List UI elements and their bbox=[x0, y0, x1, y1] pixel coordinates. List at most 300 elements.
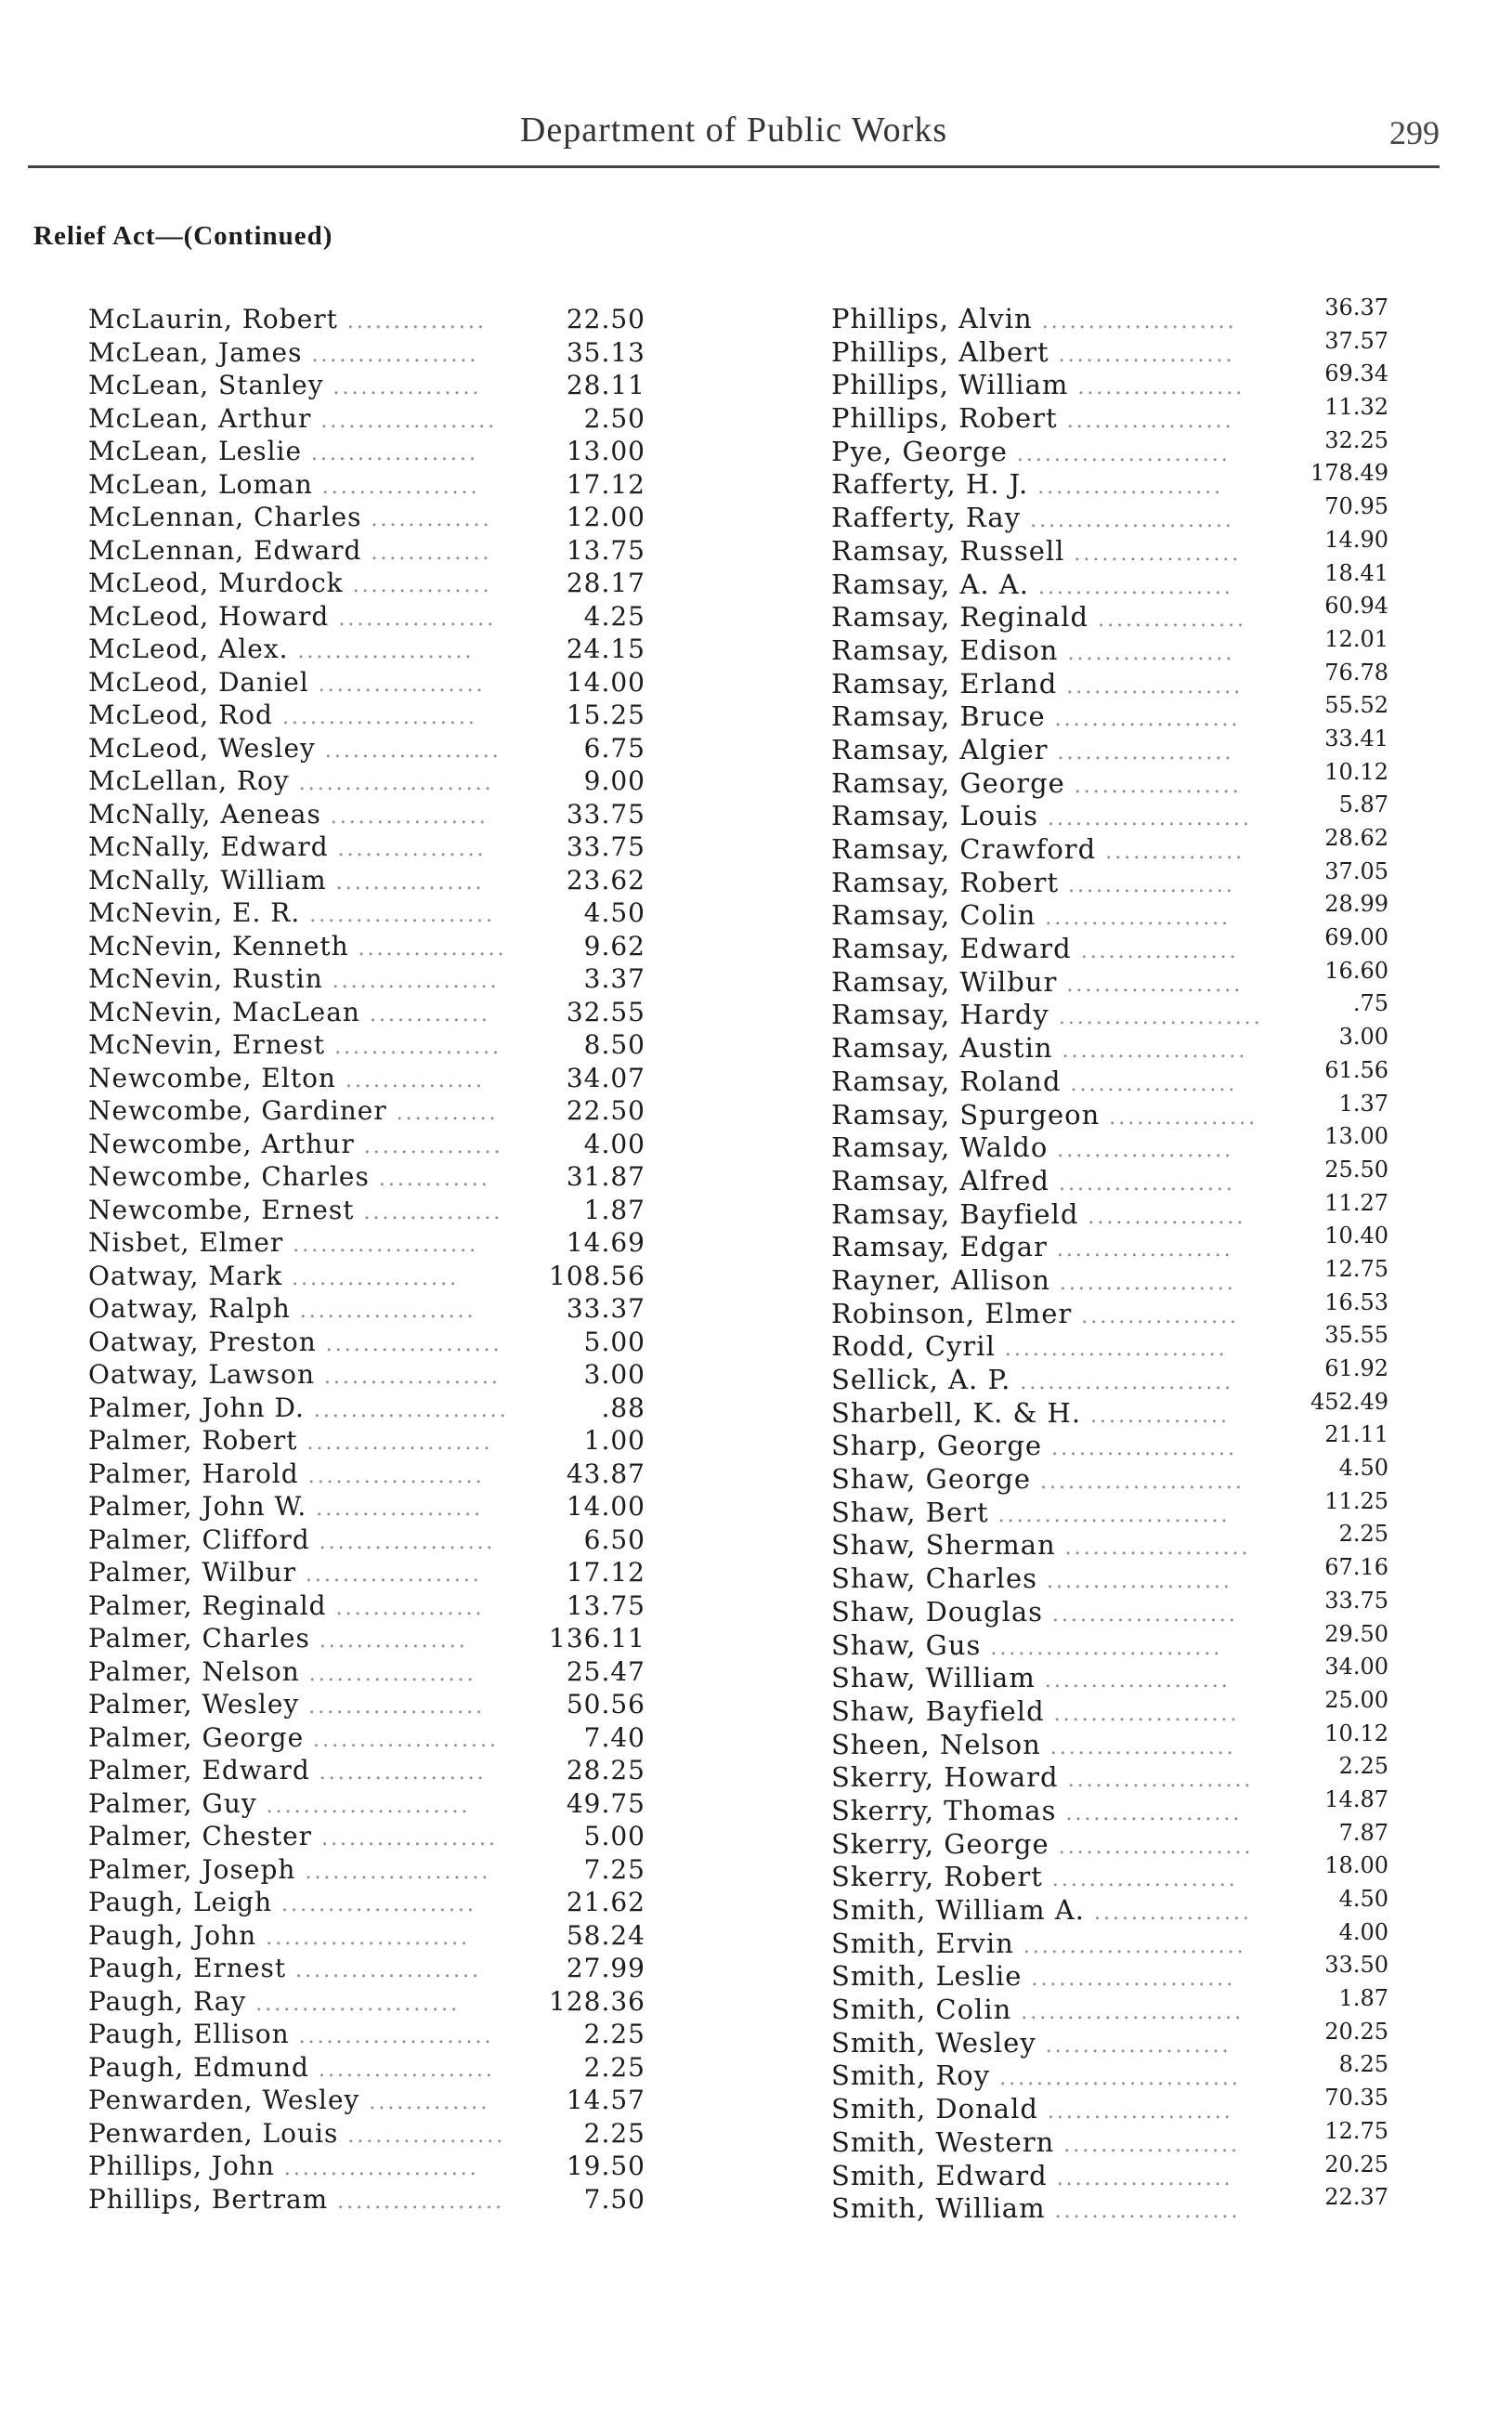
leader-dots: ................... bbox=[1057, 674, 1244, 699]
payee-name: Palmer, Joseph .................... bbox=[88, 1853, 491, 1885]
list-item bbox=[88, 402, 645, 436]
leader-dots: ....................... bbox=[1007, 442, 1231, 466]
leader-dots: .................. bbox=[1058, 641, 1235, 665]
list-item bbox=[88, 1655, 645, 1689]
list-item bbox=[88, 303, 645, 336]
payment-amount: 60.94 bbox=[1324, 593, 1388, 620]
payee-name: Ramsay, Reginald ................ bbox=[831, 601, 1246, 634]
list-item bbox=[831, 1785, 1388, 1828]
list-item bbox=[88, 1392, 645, 1425]
leader-dots: ............... bbox=[354, 1200, 503, 1224]
leader-dots: .................... bbox=[295, 1860, 491, 1884]
payment-amount: 7.50 bbox=[583, 2183, 645, 2215]
leader-dots: ............... bbox=[354, 1134, 503, 1158]
payee-name: Ramsay, Waldo ................... bbox=[831, 1131, 1234, 1164]
leader-dots: ............... bbox=[335, 1068, 485, 1092]
payee-name: McLaurin, Robert ............... bbox=[88, 304, 487, 334]
payment-amount: 28.11 bbox=[566, 370, 645, 400]
payment-amount: 11.27 bbox=[1324, 1189, 1388, 1216]
payment-amount: 27.99 bbox=[566, 1953, 645, 1983]
payee-name: Phillips, William .................. bbox=[831, 369, 1245, 401]
list-item bbox=[88, 1424, 645, 1458]
leader-dots: .................... bbox=[1036, 2033, 1232, 2058]
payment-amount: 2.25 bbox=[1338, 1521, 1388, 1548]
leader-dots: ................. bbox=[1072, 1304, 1240, 1328]
leader-dots: ................. bbox=[320, 804, 489, 829]
payee-name: Ramsay, Edward ................. bbox=[831, 933, 1239, 965]
list-item bbox=[831, 2117, 1388, 2160]
payee-name: Newcombe, Charles ............ bbox=[88, 1161, 490, 1192]
list-item bbox=[831, 1288, 1388, 1331]
leader-dots: .................... bbox=[1037, 1570, 1232, 1594]
list-item bbox=[88, 1458, 645, 1491]
payment-amount: 28.25 bbox=[566, 1755, 645, 1785]
payment-amount: 5.00 bbox=[583, 1821, 645, 1851]
leader-dots: .................. bbox=[1068, 376, 1245, 400]
payment-amount: 8.25 bbox=[1338, 2051, 1388, 2078]
payee-name: Smith, Western ................... bbox=[831, 2125, 1241, 2158]
leader-dots: ................... bbox=[314, 1366, 501, 1389]
list-item bbox=[831, 2184, 1388, 2226]
payee-name: Phillips, Bertram .................. bbox=[88, 2183, 505, 2215]
payee-name: McLean, James .................. bbox=[88, 336, 479, 368]
list-item bbox=[88, 732, 645, 765]
payee-name: Oatway, Lawson ................... bbox=[88, 1359, 501, 1390]
list-item bbox=[88, 501, 645, 534]
list-item bbox=[831, 493, 1388, 535]
payee-name: Sharp, George .................... bbox=[831, 1430, 1237, 1462]
list-item bbox=[88, 1062, 645, 1095]
payee-name: Ramsay, Erland ................... bbox=[831, 667, 1244, 700]
leader-dots: ................... bbox=[1049, 1171, 1235, 1196]
leader-dots: ................. bbox=[312, 475, 480, 499]
list-item bbox=[88, 1985, 645, 2019]
payee-name: Ramsay, Bruce .................... bbox=[831, 700, 1241, 733]
leader-dots: ................ bbox=[1088, 608, 1246, 633]
payment-amount: 25.50 bbox=[1324, 1156, 1388, 1183]
payee-name: McLeod, Murdock ............... bbox=[88, 568, 492, 598]
payment-amount: 23.62 bbox=[566, 864, 645, 896]
payee-name: Palmer, John W. .................. bbox=[88, 1491, 484, 1522]
leader-dots: .................... bbox=[304, 1728, 499, 1752]
leader-dots: ..................... bbox=[272, 1893, 477, 1916]
leader-dots: .................... bbox=[1035, 1669, 1231, 1693]
payment-amount: 70.35 bbox=[1324, 2085, 1388, 2112]
leader-dots: ................... bbox=[1049, 1271, 1236, 1295]
payment-amount: 37.05 bbox=[1324, 857, 1388, 884]
payee-name: Ramsay, Robert .................. bbox=[831, 866, 1235, 898]
payee-name: Palmer, Chester ................... bbox=[88, 1821, 498, 1851]
payment-amount: 2.25 bbox=[583, 2051, 645, 2083]
leader-dots: ................... bbox=[315, 739, 502, 763]
payee-name: Shaw, Sherman .................... bbox=[831, 1529, 1251, 1562]
payment-amount: 25.00 bbox=[1324, 1686, 1388, 1713]
leader-dots: .................... bbox=[300, 904, 496, 927]
payment-amount: 1.87 bbox=[583, 1194, 645, 1225]
payment-amount: 12.75 bbox=[1324, 1255, 1388, 1282]
payee-name: Shaw, Douglas .................... bbox=[831, 1595, 1238, 1628]
leader-dots: ................. bbox=[338, 2124, 506, 2148]
payee-name: Palmer, John D. ..................... bbox=[88, 1392, 509, 1423]
list-item bbox=[831, 1355, 1388, 1397]
payment-amount: 11.32 bbox=[1324, 394, 1388, 421]
payee-name: Paugh, Leigh ..................... bbox=[88, 1887, 477, 1917]
payee-name: Ramsay, George .................. bbox=[831, 766, 1242, 799]
payee-name: Smith, Edward ................... bbox=[831, 2159, 1233, 2191]
payee-name: Ramsay, Alfred ................... bbox=[831, 1164, 1235, 1196]
leader-dots: ...................... bbox=[256, 1794, 471, 1818]
list-item bbox=[88, 1589, 645, 1623]
list-item bbox=[88, 962, 645, 996]
payee-name: McLennan, Charles ............. bbox=[88, 502, 492, 532]
list-item bbox=[831, 1156, 1388, 1198]
payee-name: McLean, Leslie .................. bbox=[88, 436, 478, 466]
payment-amount: 10.12 bbox=[1324, 758, 1388, 785]
payment-amount: 19.50 bbox=[566, 2151, 645, 2181]
list-item bbox=[88, 996, 645, 1029]
payee-name: Palmer, Reginald ................ bbox=[88, 1589, 485, 1621]
payment-amount: 18.41 bbox=[1324, 559, 1388, 586]
list-item bbox=[831, 593, 1388, 634]
payment-amount: 14.69 bbox=[566, 1227, 645, 1258]
list-item bbox=[88, 369, 645, 402]
payment-amount: 7.25 bbox=[583, 1853, 645, 1885]
payment-amount: 13.75 bbox=[566, 1589, 645, 1621]
left-column bbox=[88, 303, 645, 2216]
payment-amount: 2.25 bbox=[583, 2117, 645, 2149]
leader-dots: .................... bbox=[1058, 1769, 1254, 1793]
payee-name: Palmer, Charles ................ bbox=[88, 1623, 468, 1654]
payee-name: Paugh, Edmund ................... bbox=[88, 2051, 495, 2083]
list-item bbox=[831, 957, 1388, 1000]
leader-dots: ................... bbox=[1047, 1238, 1233, 1262]
list-item bbox=[88, 1226, 645, 1260]
payee-name: Phillips, Albert ................... bbox=[831, 335, 1235, 368]
payment-amount: 16.53 bbox=[1324, 1288, 1388, 1315]
list-item bbox=[831, 1123, 1388, 1165]
leader-dots: .................. bbox=[309, 1761, 487, 1785]
payment-amount: 37.57 bbox=[1324, 327, 1388, 354]
payment-amount: .88 bbox=[601, 1392, 645, 1423]
payment-amount: 1.87 bbox=[1338, 1985, 1388, 2012]
list-item bbox=[88, 864, 645, 897]
list-item bbox=[831, 2085, 1388, 2126]
payment-amount: 136.11 bbox=[549, 1623, 645, 1654]
list-item bbox=[88, 1358, 645, 1392]
payment-amount: 43.87 bbox=[566, 1458, 645, 1489]
payment-amount: 2.25 bbox=[1338, 1753, 1388, 1780]
payee-name: Smith, Donald .................... bbox=[831, 2093, 1233, 2125]
payee-name: McNevin, Ernest .................. bbox=[88, 1029, 502, 1060]
leader-dots: ..................... bbox=[1049, 1835, 1254, 1859]
leader-dots: ...................... bbox=[1049, 1006, 1263, 1030]
leader-dots: .................. bbox=[282, 1266, 460, 1290]
leader-dots: ..................... bbox=[272, 706, 477, 729]
leader-dots: .................... bbox=[1036, 907, 1232, 931]
list-item bbox=[88, 633, 645, 666]
leader-dots: ................... bbox=[299, 1695, 486, 1719]
leader-dots: ........................ bbox=[995, 1338, 1228, 1362]
list-item bbox=[88, 2084, 645, 2117]
payee-name: Ramsay, Bayfield ................. bbox=[831, 1197, 1246, 1230]
list-item bbox=[88, 2018, 645, 2051]
list-item bbox=[88, 567, 645, 600]
leader-dots: ..................... bbox=[1028, 575, 1233, 599]
payment-amount: 76.78 bbox=[1324, 659, 1388, 686]
leader-dots: ...................... bbox=[1031, 1471, 1245, 1495]
leader-dots: .................. bbox=[325, 1036, 502, 1059]
payee-name: Penwarden, Wesley ............. bbox=[88, 2085, 490, 2115]
payee-name: McLeod, Wesley ................... bbox=[88, 732, 502, 764]
payee-name: Palmer, Nelson .................. bbox=[88, 1655, 476, 1687]
payment-amount: 33.75 bbox=[566, 798, 645, 830]
payment-amount: 70.95 bbox=[1324, 493, 1388, 520]
payment-amount: 50.56 bbox=[566, 1689, 645, 1719]
payment-amount: 35.55 bbox=[1324, 1322, 1388, 1349]
list-item bbox=[831, 1985, 1388, 2027]
leader-dots: ............... bbox=[1081, 1404, 1230, 1428]
payment-amount: 20.25 bbox=[1324, 2151, 1388, 2177]
payee-name: Penwarden, Louis ................. bbox=[88, 2117, 506, 2149]
list-item bbox=[831, 360, 1388, 402]
list-item bbox=[88, 699, 645, 732]
payee-name: Phillips, John ..................... bbox=[88, 2151, 479, 2181]
payee-name: McLean, Arthur ................... bbox=[88, 402, 498, 434]
list-item bbox=[831, 1090, 1388, 1132]
list-item bbox=[88, 1094, 645, 1128]
list-item bbox=[831, 1686, 1388, 1729]
leader-dots: .................... bbox=[1052, 1040, 1248, 1064]
list-item bbox=[88, 1787, 645, 1821]
leader-dots: .................... bbox=[1055, 1536, 1251, 1561]
payment-amount: 14.57 bbox=[566, 2085, 645, 2115]
payment-amount: 4.50 bbox=[583, 897, 645, 928]
list-item bbox=[88, 1326, 645, 1359]
list-item bbox=[831, 426, 1388, 469]
payee-name: Rafferty, Ray ...................... bbox=[831, 502, 1234, 534]
payment-amount: 3.00 bbox=[1338, 1024, 1388, 1051]
payee-name: Rayner, Allison ................... bbox=[831, 1263, 1236, 1296]
list-item bbox=[88, 765, 645, 798]
list-item bbox=[831, 1189, 1388, 1232]
payment-amount: .75 bbox=[1352, 990, 1388, 1017]
list-item bbox=[88, 896, 645, 930]
payment-amount: 3.37 bbox=[583, 963, 645, 994]
payment-amount: 6.75 bbox=[583, 732, 645, 764]
leader-dots: ................ bbox=[326, 1596, 485, 1620]
payee-name: McNally, William ................ bbox=[88, 864, 485, 896]
payee-name: Rafferty, H. J. .................... bbox=[831, 468, 1224, 501]
list-item bbox=[831, 857, 1388, 900]
leader-dots: ..................... bbox=[289, 772, 494, 795]
payee-name: Palmer, Edward .................. bbox=[88, 1755, 487, 1785]
leader-dots: ............. bbox=[361, 541, 492, 565]
payment-amount: 1.37 bbox=[1338, 1090, 1388, 1117]
list-item bbox=[831, 1886, 1388, 1928]
payee-name: Paugh, Ernest .................... bbox=[88, 1953, 481, 1983]
leader-dots: ........................ bbox=[1011, 2001, 1245, 2025]
list-item bbox=[88, 798, 645, 831]
list-item bbox=[88, 435, 645, 468]
list-item bbox=[88, 2051, 645, 2085]
payee-name: Newcombe, Ernest ............... bbox=[88, 1194, 503, 1225]
payment-amount: 13.75 bbox=[566, 534, 645, 566]
leader-dots: ............... bbox=[343, 574, 492, 597]
leader-dots: .................... bbox=[1043, 1602, 1238, 1627]
leader-dots: ............... bbox=[337, 310, 487, 333]
list-item bbox=[88, 468, 645, 502]
payee-name: Palmer, Clifford ................... bbox=[88, 1523, 496, 1555]
leader-dots: .................. bbox=[302, 343, 479, 367]
payee-name: Smith, Colin ........................ bbox=[831, 1994, 1245, 2026]
payment-amount: 4.25 bbox=[583, 600, 645, 632]
list-item bbox=[88, 1952, 645, 1985]
leader-dots: ................... bbox=[1048, 1139, 1234, 1163]
leader-dots: .................. bbox=[1061, 1072, 1238, 1096]
payee-name: McLean, Stanley ................ bbox=[88, 370, 482, 400]
leader-dots: ..................... bbox=[1032, 310, 1237, 333]
payment-amount: 16.60 bbox=[1324, 957, 1388, 984]
payee-name: Shaw, Gus ......................... bbox=[831, 1628, 1223, 1661]
payment-amount: 21.62 bbox=[566, 1887, 645, 1917]
payment-amount: 36.37 bbox=[1324, 294, 1388, 320]
payment-amount: 10.12 bbox=[1324, 1719, 1388, 1746]
leader-dots: ................... bbox=[1049, 343, 1235, 367]
leader-dots: ............... bbox=[1096, 841, 1245, 864]
leader-dots: ................... bbox=[311, 409, 498, 433]
list-item bbox=[88, 2117, 645, 2151]
payee-name: McLennan, Edward ............. bbox=[88, 534, 492, 566]
list-item bbox=[88, 1160, 645, 1194]
payee-name: Ramsay, Algier ................... bbox=[831, 733, 1234, 765]
payment-amount: 28.62 bbox=[1324, 825, 1388, 851]
list-item bbox=[831, 1819, 1388, 1862]
leader-dots: .................. bbox=[328, 2190, 505, 2214]
payment-amount: 58.24 bbox=[566, 1919, 645, 1951]
payee-name: Ramsay, Edison .................. bbox=[831, 634, 1235, 666]
list-item bbox=[831, 625, 1388, 668]
payee-name: Robinson, Elmer ................. bbox=[831, 1297, 1240, 1329]
payment-amount: 22.50 bbox=[566, 1095, 645, 1126]
list-item bbox=[831, 659, 1388, 701]
leader-dots: ................ bbox=[309, 1629, 468, 1653]
payment-amount: 35.13 bbox=[566, 336, 645, 368]
list-item bbox=[831, 1255, 1388, 1298]
payment-amount: 32.25 bbox=[1324, 426, 1388, 453]
payee-name: Smith, Wesley .................... bbox=[831, 2026, 1232, 2059]
payment-amount: 1.00 bbox=[583, 1425, 645, 1456]
payee-name: Palmer, Guy ...................... bbox=[88, 1787, 471, 1819]
payment-amount: 49.75 bbox=[566, 1787, 645, 1819]
payee-name: Oatway, Preston ................... bbox=[88, 1326, 502, 1357]
leader-dots: ................ bbox=[326, 870, 485, 895]
leader-dots: ...................... bbox=[256, 1926, 471, 1950]
payee-name: Oatway, Mark .................. bbox=[88, 1260, 460, 1291]
payment-amount: 178.49 bbox=[1310, 460, 1388, 487]
list-item bbox=[831, 394, 1388, 436]
list-item bbox=[831, 1487, 1388, 1530]
leader-dots: ..................... bbox=[289, 2025, 494, 2048]
list-item bbox=[831, 294, 1388, 336]
leader-dots: ......................... bbox=[988, 1503, 1231, 1527]
leader-dots: ................... bbox=[288, 640, 475, 663]
list-item bbox=[831, 559, 1388, 602]
leader-dots: ................ bbox=[323, 376, 482, 399]
list-item bbox=[88, 1886, 645, 1919]
payee-name: Ramsay, Spurgeon ................ bbox=[831, 1098, 1258, 1131]
payee-name: Palmer, Wesley ................... bbox=[88, 1689, 486, 1719]
list-item bbox=[831, 1322, 1388, 1364]
list-item bbox=[88, 534, 645, 568]
payment-amount: 14.87 bbox=[1324, 1785, 1388, 1812]
list-item bbox=[831, 2151, 1388, 2193]
leader-dots: ............. bbox=[359, 2091, 490, 2114]
list-item bbox=[831, 1918, 1388, 1961]
list-item bbox=[831, 1024, 1388, 1066]
list-item bbox=[88, 600, 645, 634]
leader-dots: .................... bbox=[297, 1432, 493, 1455]
list-item bbox=[88, 1194, 645, 1227]
payment-amount: 13.00 bbox=[1324, 1123, 1388, 1150]
payee-name: Palmer, Robert .................... bbox=[88, 1425, 493, 1456]
payment-amount: 29.50 bbox=[1324, 1620, 1388, 1647]
list-item bbox=[831, 1455, 1388, 1497]
payment-amount: 15.25 bbox=[566, 700, 645, 730]
leader-dots: .................... bbox=[1044, 1702, 1240, 1726]
payment-amount: 9.62 bbox=[583, 930, 645, 961]
payee-name: Shaw, Bert ......................... bbox=[831, 1496, 1231, 1528]
list-item bbox=[88, 1523, 645, 1557]
payee-name: Ramsay, Colin .................... bbox=[831, 899, 1232, 932]
list-item bbox=[831, 1223, 1388, 1264]
leader-dots: ................... bbox=[309, 1530, 496, 1554]
list-item bbox=[831, 327, 1388, 370]
list-item bbox=[88, 1820, 645, 1853]
leader-dots: ..................... bbox=[274, 2157, 479, 2180]
leader-dots: ...................... bbox=[246, 1992, 461, 2016]
list-item bbox=[88, 1754, 645, 1787]
payee-name: McNevin, MacLean ............. bbox=[88, 996, 490, 1027]
payee-name: Phillips, Robert .................. bbox=[831, 402, 1234, 435]
payment-amount: 61.56 bbox=[1324, 1056, 1388, 1083]
list-item bbox=[88, 336, 645, 370]
payee-name: McNally, Edward ................ bbox=[88, 831, 487, 862]
leader-dots: .................... bbox=[1042, 1868, 1238, 1892]
payment-amount: 24.15 bbox=[566, 634, 645, 664]
payment-amount: 2.50 bbox=[583, 402, 645, 434]
leader-dots: ............ bbox=[369, 1168, 490, 1191]
payment-amount: 12.01 bbox=[1324, 625, 1388, 652]
payment-amount: 31.87 bbox=[566, 1161, 645, 1192]
right-column bbox=[831, 294, 1388, 2226]
payment-amount: 67.16 bbox=[1324, 1554, 1388, 1581]
payment-amount: 3.00 bbox=[583, 1359, 645, 1390]
payee-name: McNally, Aeneas ................. bbox=[88, 798, 489, 830]
payment-amount: 13.00 bbox=[566, 436, 645, 466]
leader-dots: .................... bbox=[1040, 1735, 1236, 1759]
payment-amount: 452.49 bbox=[1310, 1388, 1388, 1415]
leader-dots: .................. bbox=[1064, 542, 1242, 566]
payment-amount: 69.00 bbox=[1324, 924, 1388, 951]
list-item bbox=[831, 1056, 1388, 1099]
leader-dots: ................. bbox=[1071, 940, 1239, 964]
payee-name: Ramsay, Crawford ............... bbox=[831, 833, 1245, 865]
list-item bbox=[831, 891, 1388, 933]
payee-name: Paugh, Ray ...................... bbox=[88, 1985, 461, 2017]
leader-dots: ................. bbox=[329, 607, 497, 631]
payment-amount: 128.36 bbox=[549, 1985, 645, 2017]
payment-amount: 14.00 bbox=[566, 666, 645, 698]
